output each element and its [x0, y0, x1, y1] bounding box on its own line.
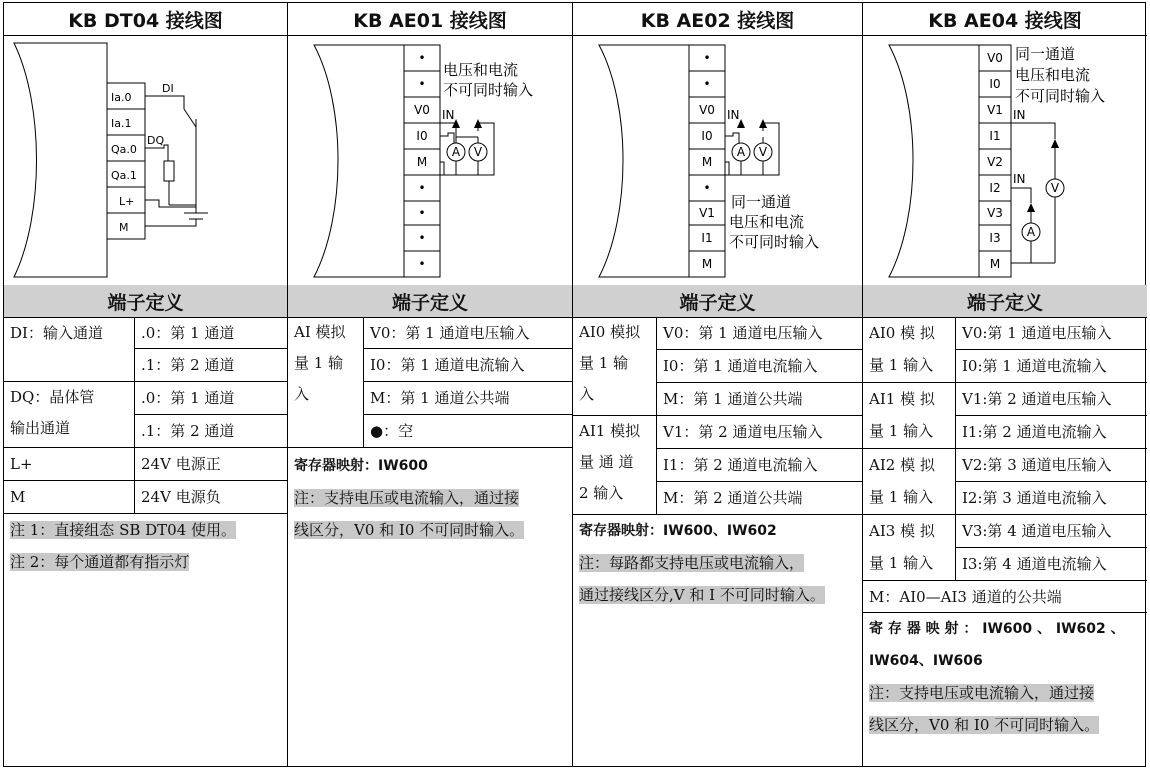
dt04-terminal: Ia.0 [111, 91, 132, 104]
ae02-annotation: 同一通道 [731, 193, 792, 211]
ae01-wiring-diagram [288, 35, 572, 286]
dt04-cell: .0：第 1 通道 [135, 317, 288, 349]
ae01-terminal: • [418, 77, 426, 91]
ae02-notes [573, 515, 863, 611]
ae02-ai1-line: AI1 模拟 [579, 422, 641, 440]
ae01-terminal: • [418, 51, 426, 65]
dt04-cell: .1：第 2 通道 [135, 415, 288, 448]
dt04-cell: .0：第 1 通道 [135, 382, 288, 415]
ae04-in-label: IN [1013, 108, 1026, 122]
dt04-wiring-diagram [4, 35, 287, 286]
ae01-note-line: 注：支持电压或电流输入，通过接 [294, 489, 520, 507]
ae01-voltmeter-label: V [473, 145, 483, 159]
ae02-in-label: IN [727, 108, 740, 122]
ae04-register: 寄 存 器 映 射 ： IW600 、 IW602 、 [869, 621, 1125, 637]
column-ae02 [573, 3, 863, 766]
ae04-annotation: 电压和电流 [1015, 66, 1091, 84]
ae02-terminal: V0 [699, 103, 715, 117]
ae04-terminal: M [989, 257, 1001, 271]
ae01-cell: ●：空 [364, 415, 572, 448]
dt04-cell: M [4, 481, 135, 514]
ae04-cell: I2:第 3 通道电流输入 [956, 482, 1147, 515]
ae02-terminal: I0 [701, 129, 713, 143]
ae02-annotation: 电压和电流 [729, 213, 805, 231]
ae01-section-title: 端子定义 [288, 285, 572, 318]
ae01-cell: V0：第 1 通道电压输入 [364, 317, 572, 349]
ae04-cell: I3:第 4 通道电流输入 [956, 548, 1147, 581]
ae02-cell: V1：第 2 通道电压输入 [657, 416, 863, 449]
ae04-ai-line: AI0 模 拟 [869, 324, 935, 342]
ae01-notes [288, 450, 572, 546]
ae02-cell: V0：第 1 通道电压输入 [657, 317, 863, 350]
wiring-document [3, 2, 1146, 767]
ae02-terminal: • [703, 51, 711, 65]
column-ae01 [288, 3, 573, 766]
ae02-terminal: V1 [699, 206, 715, 220]
ae01-ai-line: 入 [294, 385, 310, 403]
ae04-cell: V1:第 2 通道电压输入 [956, 383, 1147, 416]
dt04-note: 注 1：直接组态 SB DT04 使用。 [10, 521, 237, 539]
dt04-terminal: Qa.1 [111, 169, 137, 182]
ae04-terminal: I3 [989, 231, 1001, 245]
ae04-terminal: V0 [987, 51, 1003, 65]
ae02-ai0-label-cell [573, 317, 657, 416]
ae04-ai-line: 量 1 输入 [869, 422, 934, 440]
ae04-cell: V3:第 4 通道电压输入 [956, 515, 1147, 548]
dt04-di-label: DI [162, 82, 174, 95]
ae02-section-title: 端子定义 [573, 285, 862, 318]
ae04-in-label: IN [1013, 172, 1026, 186]
ae02-ai0-line: 入 [579, 385, 595, 403]
ae02-voltmeter-label: V [758, 145, 768, 159]
ae01-terminal: • [418, 181, 426, 195]
ae01-cell: I0：第 1 通道电流输入 [364, 349, 572, 382]
ae02-ammeter-label: A [736, 145, 746, 159]
ae04-cell: V0:第 1 通道电压输入 [956, 317, 1147, 350]
ae02-terminal: • [703, 181, 711, 195]
ae04-ai-line: AI2 模 拟 [869, 456, 935, 474]
ae01-note-line: 线区分，V0 和 I0 不可同时输入。 [294, 521, 525, 539]
ae04-terminal: V1 [987, 103, 1003, 117]
ae04-terminal: I0 [989, 77, 1001, 91]
ae01-ai-line: 量 1 输 [294, 354, 344, 372]
column-ae04 [863, 3, 1147, 766]
ae02-ai1-line: 量 通 道 [579, 453, 634, 471]
ae04-title: KB AE04 接线图 [863, 3, 1147, 36]
dt04-section-title: 端子定义 [4, 285, 287, 318]
ae04-annotation: 不可同时输入 [1015, 87, 1106, 105]
dt04-terminal: L+ [119, 195, 135, 208]
dt04-dq-line: DQ：晶体管 [10, 388, 95, 406]
ae04-terminal: V3 [987, 206, 1003, 220]
ae01-ammeter-label: A [451, 145, 461, 159]
ae01-title: KB AE01 接线图 [288, 3, 572, 36]
ae01-terminal: • [418, 231, 426, 245]
dt04-dq-label-cell [4, 382, 135, 448]
ae02-note-line: 注：每路都支持电压或电流输入， [579, 554, 805, 572]
dt04-terminal: Qa.0 [111, 143, 137, 156]
ae04-cell: I1:第 2 通道电流输入 [956, 416, 1147, 449]
ae04-ai-line: 量 1 输入 [869, 488, 934, 506]
ae02-ai1-line: 2 输入 [579, 484, 624, 502]
ae01-terminal: I0 [416, 129, 428, 143]
ae04-ai-line: 量 1 输入 [869, 356, 934, 374]
ae04-notes [863, 613, 1147, 741]
ae01-terminal: • [418, 257, 426, 271]
ae02-note-line: 通过接线区分,V 和 I 不可同时输入。 [579, 586, 825, 604]
ae01-annotation: 不可同时输入 [443, 81, 534, 99]
ae02-ai1-label-cell [573, 416, 657, 515]
ae04-ai-label-cell [863, 317, 956, 383]
ae04-cell: I0:第 1 通道电流输入 [956, 350, 1147, 383]
ae01-terminal: • [418, 206, 426, 220]
ae04-ai-label-cell [863, 515, 956, 581]
ae04-ai-label-cell [863, 449, 956, 515]
ae04-section-title: 端子定义 [863, 285, 1147, 318]
dt04-cell: 24V 电源负 [135, 481, 288, 514]
ae02-terminal: M [701, 155, 713, 169]
dt04-dq-label: DQ [147, 134, 165, 147]
ae04-ai-label-cell [863, 383, 956, 449]
ae01-cell: M：第 1 通道公共端 [364, 382, 572, 415]
ae04-cell: V2:第 3 通道电压输入 [956, 449, 1147, 482]
dt04-dq-line: 输出通道 [10, 419, 71, 437]
ae04-wiring-diagram [863, 35, 1147, 286]
ae01-ai-label-cell [288, 317, 364, 448]
ae01-terminal: M [416, 155, 428, 169]
ae04-note-line: 线区分，V0 和 I0 不可同时输入。 [869, 716, 1100, 734]
ae04-ammeter-label: A [1026, 225, 1036, 239]
ae02-cell: I0：第 1 通道电流输入 [657, 350, 863, 383]
ae01-in-label: IN [442, 108, 455, 122]
dt04-cell: 24V 电源正 [135, 448, 288, 481]
dt04-cell: L+ [4, 448, 135, 481]
ae01-annotation: 电压和电流 [443, 61, 519, 79]
dt04-title: KB DT04 接线图 [4, 3, 287, 36]
ae02-cell: I1：第 2 通道电流输入 [657, 449, 863, 482]
ae02-cell: M：第 2 通道公共端 [657, 482, 863, 515]
ae02-terminal: • [703, 77, 711, 91]
ae04-ai-line: AI1 模 拟 [869, 390, 935, 408]
ae02-annotation: 不可同时输入 [729, 233, 820, 251]
ae01-register: 寄存器映射：IW600 [294, 458, 428, 474]
ae04-terminal: I1 [989, 129, 1001, 143]
dt04-di-label-cell: DI：输入通道 [4, 317, 135, 382]
ae02-wiring-diagram [573, 35, 862, 286]
ae02-register: 寄存器映射：IW600、IW602 [579, 523, 777, 539]
ae01-terminal: V0 [414, 103, 430, 117]
ae04-voltmeter-label: V [1050, 181, 1060, 195]
ae04-note-line: 注：支持电压或电流输入，通过接 [869, 684, 1095, 702]
dt04-cell: .1：第 2 通道 [135, 349, 288, 382]
ae04-register: IW604、IW606 [869, 653, 983, 669]
ae04-ai-line: 量 1 输入 [869, 554, 934, 572]
ae04-terminal: V2 [987, 155, 1003, 169]
ae04-common-cell: M：AI0—AI3 通道的公共端 [863, 581, 1147, 613]
ae02-cell: M：第 1 通道公共端 [657, 383, 863, 416]
ae04-annotation: 同一通道 [1015, 45, 1076, 63]
ae02-terminal: M [701, 257, 713, 271]
ae01-ai-line: AI 模拟 [294, 323, 346, 341]
dt04-terminal: Ia.1 [111, 117, 132, 130]
ae02-title: KB AE02 接线图 [573, 3, 862, 36]
ae02-ai0-line: AI0 模拟 [579, 323, 641, 341]
column-dt04 [4, 3, 288, 766]
ae04-ai-line: AI3 模 拟 [869, 522, 935, 540]
dt04-note: 注 2：每个通道都有指示灯 [10, 553, 190, 571]
ae02-terminal: I1 [701, 231, 713, 245]
ae02-ai0-line: 量 1 输 [579, 354, 629, 372]
dt04-terminal: M [119, 221, 129, 234]
ae04-terminal: I2 [989, 181, 1001, 195]
dt04-notes [4, 514, 288, 578]
